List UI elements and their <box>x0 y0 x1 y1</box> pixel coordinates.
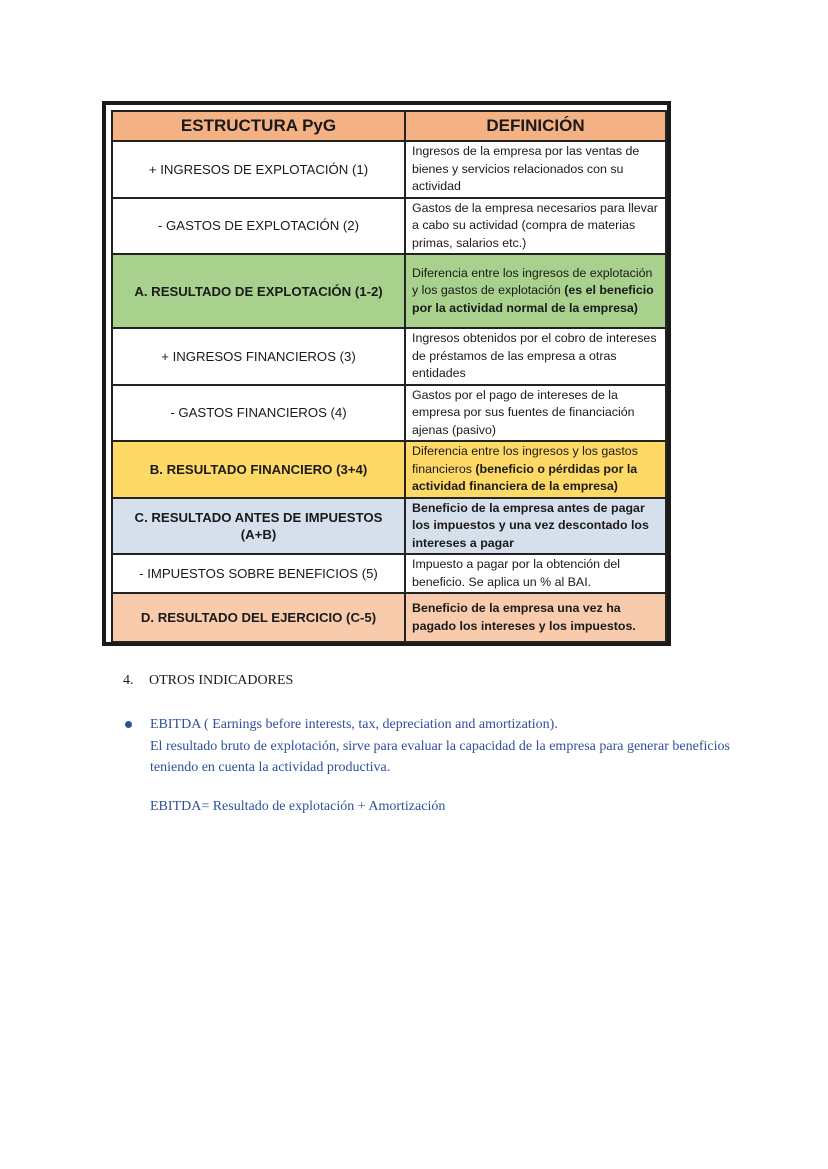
row-label: D. RESULTADO DEL EJERCICIO (C-5) <box>112 593 405 642</box>
table-row <box>112 198 666 255</box>
row-label: - IMPUESTOS SOBRE BENEFICIOS (5) <box>112 554 405 593</box>
table-header-row <box>112 111 666 141</box>
section-number: 4. <box>123 673 134 688</box>
row-label: C. RESULTADO ANTES DE IMPUESTOS (A+B) <box>112 498 405 555</box>
header-estructura: ESTRUCTURA PyG <box>112 111 405 141</box>
table-row <box>112 328 666 385</box>
row-definition: Gastos por el pago de intereses de la empresa por sus fuentes de financiación ajenas (pasivo) <box>405 385 666 442</box>
ebitda-bullet <box>125 714 730 779</box>
ebitda-description: El resultado bruto de explotación, sirve para evaluar la capacidad de la empresa para generar beneficios teniendo en cuenta la actividad productiva. <box>150 738 730 775</box>
table-row <box>112 141 666 198</box>
definition-text: Diferencia entre los ingresos y los gastos financieros <box>412 444 638 476</box>
ebitda-definition-line: EBITDA ( Earnings before interests, tax, depreciation and amortization). <box>150 717 558 732</box>
row-label: + INGRESOS FINANCIEROS (3) <box>112 328 405 385</box>
row-definition: Gastos de la empresa necesarios para llevar a cabo su actividad (compra de materias primas, salarios etc.) <box>405 198 666 255</box>
row-label: - GASTOS DE EXPLOTACIÓN (2) <box>112 198 405 255</box>
section-heading <box>123 673 293 689</box>
table-row-result-financiero <box>112 441 666 498</box>
pyg-table-frame <box>102 101 671 646</box>
row-definition: Beneficio de la empresa antes de pagar los impuestos y una vez descontado los intereses a pagar <box>405 498 666 555</box>
table-row-result-ejercicio <box>112 593 666 642</box>
ebitda-formula: EBITDA= Resultado de explotación + Amortización <box>150 799 446 814</box>
definition-bold-text: (beneficio o pérdidas por la actividad financiera de la empresa) <box>412 461 638 493</box>
definition-bold-text: (es el beneficio por la actividad normal de la empresa) <box>412 283 654 315</box>
row-definition <box>405 441 666 498</box>
definition-text: Diferencia entre los ingresos de explotación y los gastos de explotación <box>412 265 653 298</box>
table-row-result-antes-impuestos <box>112 498 666 555</box>
table-row <box>112 554 666 593</box>
row-definition <box>405 254 666 328</box>
row-definition: Ingresos de la empresa por las ventas de bienes y servicios relacionados con su actividad <box>405 141 666 198</box>
row-label: + INGRESOS DE EXPLOTACIÓN (1) <box>112 141 405 198</box>
table-row <box>112 385 666 442</box>
header-definicion: DEFINICIÓN <box>405 111 666 141</box>
row-definition: Beneficio de la empresa una vez ha pagado los intereses y los impuestos. <box>405 593 666 642</box>
row-label: A. RESULTADO DE EXPLOTACIÓN (1-2) <box>112 254 405 328</box>
table-row-result-explotacion <box>112 254 666 328</box>
row-definition: Impuesto a pagar por la obtención del beneficio. Se aplica un % al BAI. <box>405 554 666 593</box>
row-definition: Ingresos obtenidos por el cobro de intereses de préstamos de las empresa a otras entidades <box>405 328 666 385</box>
row-label: B. RESULTADO FINANCIERO (3+4) <box>112 441 405 498</box>
bullet-text <box>150 714 730 779</box>
section-title: OTROS INDICADORES <box>149 673 294 688</box>
row-label: - GASTOS FINANCIEROS (4) <box>112 385 405 442</box>
bullet-icon <box>125 721 132 728</box>
pyg-table <box>111 110 667 643</box>
